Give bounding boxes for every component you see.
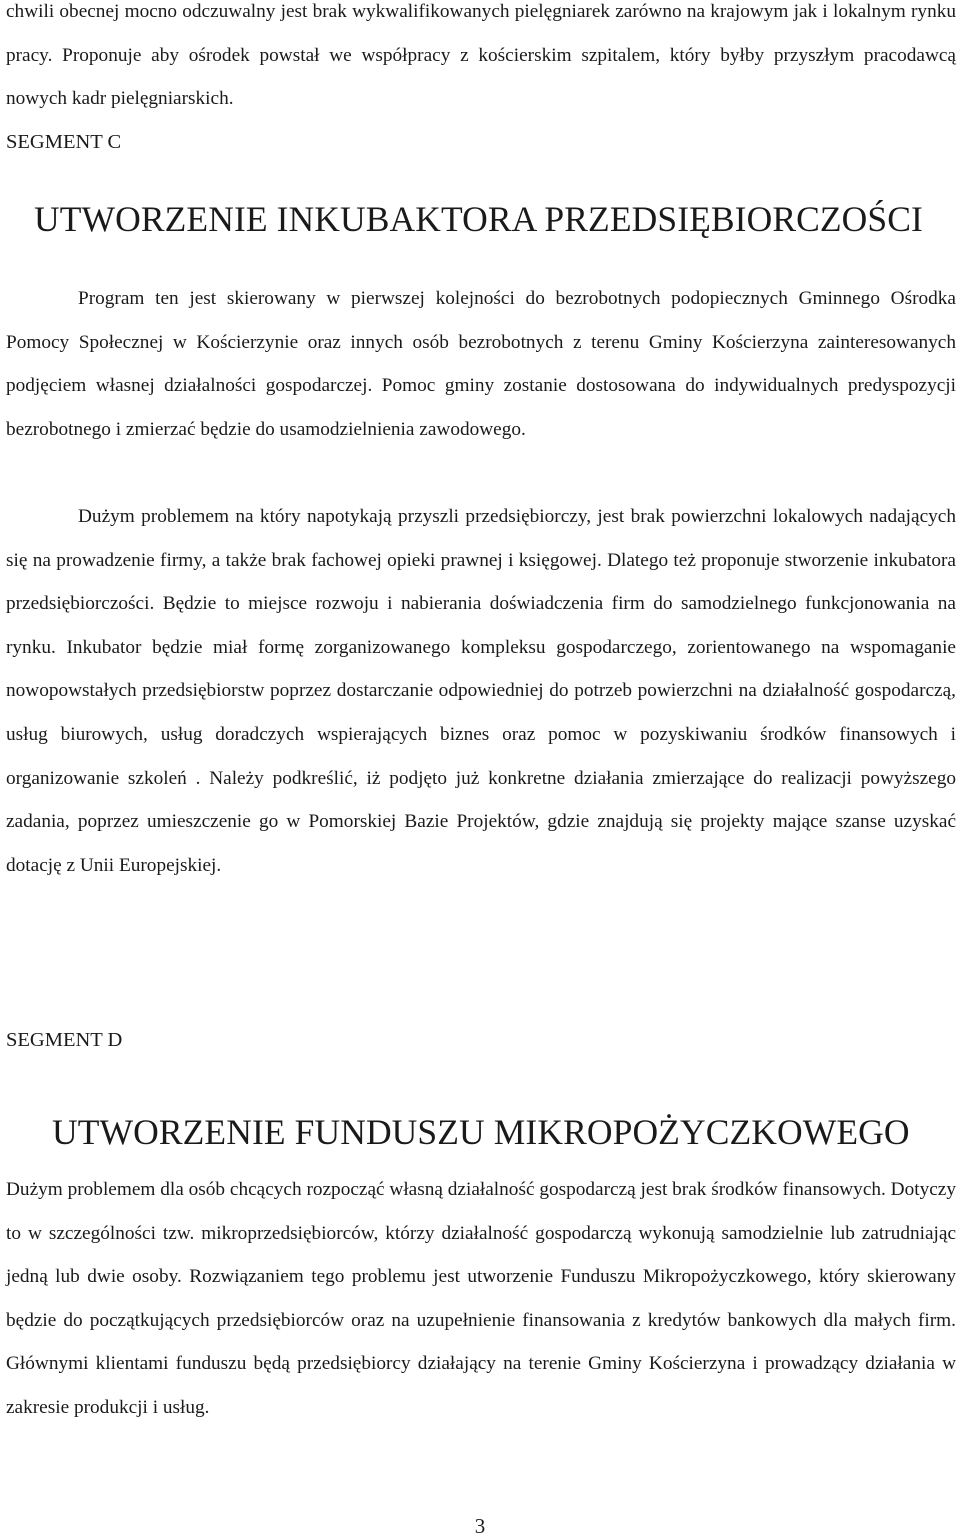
segment-c-label: SEGMENT C	[6, 131, 122, 153]
segment-c-heading: UTWORZENIE INKUBAKTORA PRZEDSIĘBIORCZOŚCI	[34, 199, 923, 239]
segment-d-label: SEGMENT D	[6, 1029, 123, 1051]
segment-c-paragraph-1: Program ten jest skierowany w pierwszej kolejności do bezrobotnych podopiecznych Gminnego Ośrodka Pomocy Społecznej w Kościerzynie oraz innych osób bezrobotnych z terenu Gminy Kościerzyna zainteresowanych podjęciem własnej działalności gospodarczej. Pomoc gminy zostanie dostosowana do indywidualnych predyspozycji bezrobotnego i zmierzać będzie do usamodzielnienia zawodowego.	[6, 288, 956, 440]
segment-d-paragraph: Dużym problemem dla osób chcących rozpocząć własną działalność gospodarczą jest brak środków finansowych. Dotyczy to w szczególności tzw. mikroprzedsiębiorców, którzy działalność gospodarczą wykonują samodzielnie lub zatrudniając jedną lub dwie osoby. Rozwiązaniem tego problemu jest utworzenie Funduszu Mikropożyczkowego, który skierowany będzie do początkujących przedsiębiorców oraz na uzupełnienie finansowania z kredytów bankowych dla małych firm. Głównymi klientami funduszu będą przedsiębiorcy działający na terenie Gminy Kościerzyna i prowadzący działania w zakresie produkcji i usług.	[6, 1179, 956, 1418]
segment-c-paragraph-2: Dużym problemem na który napotykają przyszli przedsiębiorczy, jest brak powierzchni lokalowych nadających się na prowadzenie firmy, a także brak fachowej opieki prawnej i księgowej. Dlatego też proponuje stworzenie inkubatora przedsiębiorczości. Będzie to miejsce rozwoju i nabierania doświadczenia firm do samodzielnego funkcjonowania na rynku. Inkubator będzie miał formę zorganizowanego kompleksu gospodarczego, zorientowanego na wspomaganie nowopowstałych przedsiębiorstw poprzez dostarczanie odpowiedniej do potrzeb powierzchni na działalność gospodarczą, usług biurowych, usług doradczych wspierających biznes oraz pomoc w pozyskiwaniu środków finansowych i organizowanie szkoleń . Należy podkreślić, iż podjęto już konkretne działania zmierzające do realizacji powyższego zadania, poprzez umieszczenie go w Pomorskiej Bazie Projektów, gdzie znajdują się projekty mające szanse uzyskać dotację z Unii Europejskiej.	[6, 506, 956, 876]
segment-d-heading: UTWORZENIE FUNDUSZU MIKROPOŻYCZKOWEGO	[52, 1112, 910, 1152]
page-number: 3	[474, 1514, 486, 1538]
intro-paragraph: chwili obecnej mocno odczuwalny jest brak wykwalifikowanych pielęgniarek zarówno na krajowym jak i lokalnym rynku pracy. Proponuje aby ośrodek powstał we współpracy z kościerskim szpitalem, który byłby przyszłym pracodawcą nowych kadr pielęgniarskich.	[6, 1, 956, 110]
